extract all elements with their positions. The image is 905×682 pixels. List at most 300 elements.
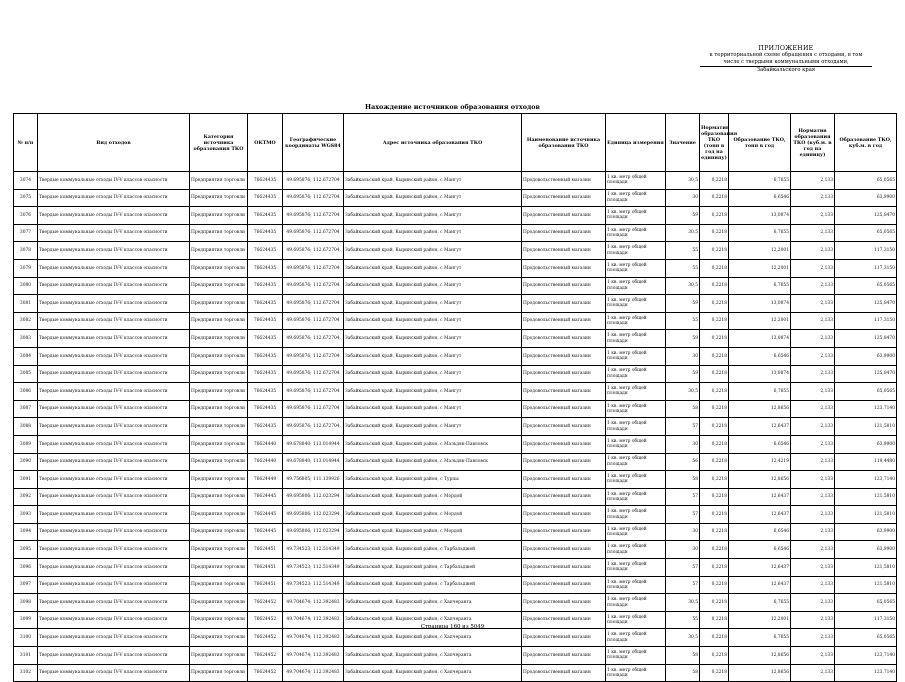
cell-coordinates: 49.678840; 113.014944 — [283, 453, 344, 471]
cell-norm-cubic: 2,133 — [791, 647, 835, 665]
cell-source-name: Продовольственный магазин — [522, 242, 606, 260]
cell-number: 3082 — [14, 312, 38, 330]
cell-coordinates: 49.695806; 112.023294 — [283, 506, 344, 524]
cell-source-name: Продовольственный магазин — [522, 453, 606, 471]
cell-unit: 1 кв. метр общей площади — [606, 277, 666, 295]
cell-source-name: Продовольственный магазин — [522, 488, 606, 506]
col-header-address: Адрес источника образования ТКО — [344, 114, 522, 172]
cell-coordinates: 49.695806; 112.023294 — [283, 488, 344, 506]
cell-address: Забайкальский край, Кыринский район, с Мангут — [344, 365, 522, 383]
cell-tko-cubic: 63,9900 — [835, 347, 897, 365]
cell-tko-cubic: 121,5810 — [835, 559, 897, 577]
table-row — [14, 576, 897, 594]
cell-norm-cubic: 2,133 — [791, 172, 835, 190]
cell-norm-tons: 0,2218 — [700, 523, 729, 541]
cell-category: Предприятия торговли — [190, 523, 248, 541]
table-row — [14, 400, 897, 418]
cell-oktmo: 76624435 — [248, 224, 283, 242]
cell-unit: 1 кв. метр общей площади — [606, 664, 666, 682]
cell-tko-cubic: 65,0565 — [835, 594, 897, 612]
cell-tko-tons: 6,7655 — [729, 383, 791, 401]
appendix-block — [676, 45, 896, 74]
cell-category: Предприятия торговли — [190, 277, 248, 295]
cell-unit: 1 кв. метр общей площади — [606, 365, 666, 383]
cell-source-name: Продовольственный магазин — [522, 435, 606, 453]
cell-number: 3074 — [14, 172, 38, 190]
cell-norm-cubic: 2,133 — [791, 576, 835, 594]
cell-norm-tons: 0,2218 — [700, 611, 729, 629]
cell-tko-cubic: 121,5810 — [835, 418, 897, 436]
cell-address: Забайкальский край, Кыринский район, с Хапчеранга — [344, 629, 522, 647]
cell-waste-type: Твердые коммунальные отходы IV-V классов опасности — [38, 506, 190, 524]
cell-value: 30,5 — [666, 224, 700, 242]
cell-address: Забайкальский край, Кыринский район, с Мангут — [344, 295, 522, 313]
cell-norm-tons: 0,2218 — [700, 576, 729, 594]
cell-tko-cubic: 117,3150 — [835, 259, 897, 277]
cell-value: 59 — [666, 330, 700, 348]
cell-unit: 1 кв. метр общей площади — [606, 330, 666, 348]
cell-tko-tons: 12,6437 — [729, 418, 791, 436]
table-row — [14, 559, 897, 577]
cell-coordinates: 49.695876; 112.672704 — [283, 207, 344, 225]
cell-norm-cubic: 2,133 — [791, 330, 835, 348]
cell-tko-tons: 12,2001 — [729, 242, 791, 260]
cell-unit: 1 кв. метр общей площади — [606, 189, 666, 207]
cell-norm-cubic: 2,133 — [791, 383, 835, 401]
cell-tko-cubic: 121,5810 — [835, 488, 897, 506]
cell-number: 3094 — [14, 523, 38, 541]
cell-number: 3101 — [14, 647, 38, 665]
col-header-number: № п/п — [14, 114, 38, 172]
cell-unit: 1 кв. метр общей площади — [606, 242, 666, 260]
cell-waste-type: Твердые коммунальные отходы IV-V классов опасности — [38, 576, 190, 594]
cell-address: Забайкальский край, Кыринский район, с Мальдяк-Павловск — [344, 435, 522, 453]
cell-category: Предприятия торговли — [190, 611, 248, 629]
cell-tko-tons: 12,8656 — [729, 471, 791, 489]
cell-tko-cubic: 123,7140 — [835, 647, 897, 665]
cell-address: Забайкальский край, Кыринский район, с Мордой — [344, 488, 522, 506]
cell-tko-cubic: 117,3150 — [835, 611, 897, 629]
appendix-line-3: Забайкальского края — [756, 67, 816, 73]
cell-oktmo: 76624435 — [248, 259, 283, 277]
cell-number: 3087 — [14, 400, 38, 418]
cell-category: Предприятия торговли — [190, 189, 248, 207]
cell-oktmo: 76624440 — [248, 453, 283, 471]
cell-number: 3086 — [14, 383, 38, 401]
cell-coordinates: 49.695876; 112.672704 — [283, 330, 344, 348]
cell-number: 3096 — [14, 559, 38, 577]
cell-source-name: Продовольственный магазин — [522, 611, 606, 629]
table-row — [14, 488, 897, 506]
cell-norm-cubic: 2,133 — [791, 224, 835, 242]
cell-value: 30 — [666, 541, 700, 559]
cell-unit: 1 кв. метр общей площади — [606, 506, 666, 524]
cell-category: Предприятия торговли — [190, 559, 248, 577]
table-row — [14, 629, 897, 647]
cell-norm-cubic: 2,133 — [791, 523, 835, 541]
cell-norm-tons: 0,2218 — [700, 453, 729, 471]
cell-norm-cubic: 2,133 — [791, 611, 835, 629]
cell-norm-tons: 0,2218 — [700, 629, 729, 647]
cell-tko-tons: 12,4219 — [729, 453, 791, 471]
table-row — [14, 365, 897, 383]
cell-category: Предприятия торговли — [190, 295, 248, 313]
cell-waste-type: Твердые коммунальные отходы IV-V классов опасности — [38, 365, 190, 383]
cell-tko-cubic: 63,9900 — [835, 541, 897, 559]
cell-norm-cubic: 2,133 — [791, 418, 835, 436]
cell-value: 58 — [666, 400, 700, 418]
cell-tko-cubic: 119,4480 — [835, 453, 897, 471]
cell-coordinates: 49.695876; 112.672704 — [283, 418, 344, 436]
cell-address: Забайкальский край, Кыринский район, с Хапчеранга — [344, 611, 522, 629]
cell-tko-tons: 6,6546 — [729, 189, 791, 207]
cell-unit: 1 кв. метр общей площади — [606, 224, 666, 242]
cell-tko-cubic: 117,3150 — [835, 242, 897, 260]
cell-norm-cubic: 2,133 — [791, 347, 835, 365]
col-header-tko-tons: Образование ТКО, тонн в год — [729, 114, 791, 172]
cell-norm-tons: 0,2218 — [700, 559, 729, 577]
cell-unit: 1 кв. метр общей площади — [606, 453, 666, 471]
cell-coordinates: 49.704674; 112.392483 — [283, 664, 344, 682]
cell-value: 55 — [666, 242, 700, 260]
col-header-norm-tons: Норматив образования ТКО (тонн в год на единицу) — [700, 114, 729, 172]
cell-address: Забайкальский край, Кыринский район, с Хапчеранга — [344, 594, 522, 612]
cell-unit: 1 кв. метр общей площади — [606, 312, 666, 330]
table-row — [14, 224, 897, 242]
col-header-category: Категория источника образования ТКО — [190, 114, 248, 172]
table-row — [14, 259, 897, 277]
cell-waste-type: Твердые коммунальные отходы IV-V классов опасности — [38, 400, 190, 418]
cell-norm-cubic: 2,133 — [791, 189, 835, 207]
cell-norm-cubic: 2,133 — [791, 506, 835, 524]
cell-tko-cubic: 63,9900 — [835, 435, 897, 453]
cell-oktmo: 76624452 — [248, 664, 283, 682]
cell-waste-type: Твердые коммунальные отходы IV-V классов опасности — [38, 277, 190, 295]
cell-category: Предприятия торговли — [190, 224, 248, 242]
cell-norm-tons: 0,2218 — [700, 189, 729, 207]
cell-norm-tons: 0,2218 — [700, 400, 729, 418]
cell-number: 3091 — [14, 471, 38, 489]
cell-source-name: Продовольственный магазин — [522, 418, 606, 436]
cell-category: Предприятия торговли — [190, 647, 248, 665]
cell-coordinates: 49.695876; 112.672704 — [283, 189, 344, 207]
cell-norm-tons: 0,2218 — [700, 242, 729, 260]
cell-address: Забайкальский край, Кыринский район, с Мангут — [344, 277, 522, 295]
cell-source-name: Продовольственный магазин — [522, 383, 606, 401]
table-row — [14, 418, 897, 436]
cell-oktmo: 76624440 — [248, 435, 283, 453]
table-row — [14, 189, 897, 207]
table-row — [14, 664, 897, 682]
cell-address: Забайкальский край, Кыринский район, с Мордой — [344, 523, 522, 541]
cell-tko-tons: 6,7655 — [729, 629, 791, 647]
col-header-tko-cubic: Образование ТКО, куб.м. в год — [835, 114, 897, 172]
cell-coordinates: 49.695876; 112.672704 — [283, 172, 344, 190]
cell-source-name: Продовольственный магазин — [522, 400, 606, 418]
cell-category: Предприятия торговли — [190, 488, 248, 506]
cell-address: Забайкальский край, Кыринский район, с Мангут — [344, 259, 522, 277]
cell-value: 57 — [666, 576, 700, 594]
cell-norm-tons: 0,2218 — [700, 277, 729, 295]
cell-value: 55 — [666, 611, 700, 629]
cell-source-name: Продовольственный магазин — [522, 172, 606, 190]
cell-address: Забайкальский край, Кыринский район, с Тарбальджей — [344, 541, 522, 559]
cell-norm-tons: 0,2218 — [700, 647, 729, 665]
cell-coordinates: 49.695876; 112.672704 — [283, 259, 344, 277]
cell-source-name: Продовольственный магазин — [522, 559, 606, 577]
cell-oktmo: 76624445 — [248, 506, 283, 524]
cell-tko-tons: 13,0874 — [729, 365, 791, 383]
cell-value: 30 — [666, 189, 700, 207]
page-footer: Страница 160 из 5049 — [420, 624, 485, 630]
cell-tko-tons: 6,7655 — [729, 594, 791, 612]
cell-address: Забайкальский край, Кыринский район, с Мангут — [344, 312, 522, 330]
cell-oktmo: 76624435 — [248, 400, 283, 418]
cell-source-name: Продовольственный магазин — [522, 523, 606, 541]
cell-unit: 1 кв. метр общей площади — [606, 259, 666, 277]
cell-unit: 1 кв. метр общей площади — [606, 400, 666, 418]
cell-tko-tons: 6,6546 — [729, 347, 791, 365]
cell-oktmo: 76624449 — [248, 471, 283, 489]
table-header-row — [14, 114, 897, 172]
cell-tko-tons: 12,8656 — [729, 400, 791, 418]
cell-value: 30,5 — [666, 172, 700, 190]
table-row — [14, 383, 897, 401]
cell-source-name: Продовольственный магазин — [522, 347, 606, 365]
cell-waste-type: Твердые коммунальные отходы IV-V классов опасности — [38, 664, 190, 682]
cell-tko-tons: 6,7655 — [729, 277, 791, 295]
cell-tko-cubic: 125,8470 — [835, 295, 897, 313]
cell-norm-tons: 0,2218 — [700, 594, 729, 612]
cell-number: 3093 — [14, 506, 38, 524]
table-title: Нахождение источников образования отходов — [365, 103, 540, 111]
cell-address: Забайкальский край, Кыринский район, с Турпы — [344, 471, 522, 489]
cell-coordinates: 49.734523; 112.514349 — [283, 541, 344, 559]
cell-tko-tons: 12,2001 — [729, 259, 791, 277]
cell-coordinates: 49.695876; 112.672704 — [283, 277, 344, 295]
cell-norm-cubic: 2,133 — [791, 365, 835, 383]
cell-tko-cubic: 123,7140 — [835, 664, 897, 682]
cell-tko-tons: 12,6437 — [729, 559, 791, 577]
cell-norm-cubic: 2,133 — [791, 594, 835, 612]
cell-address: Забайкальский край, Кыринский район, с Хапчеранга — [344, 647, 522, 665]
cell-waste-type: Твердые коммунальные отходы IV-V классов опасности — [38, 488, 190, 506]
cell-category: Предприятия торговли — [190, 400, 248, 418]
cell-tko-cubic: 125,8470 — [835, 365, 897, 383]
cell-waste-type: Твердые коммунальные отходы IV-V классов опасности — [38, 629, 190, 647]
cell-norm-cubic: 2,133 — [791, 488, 835, 506]
cell-oktmo: 76624435 — [248, 295, 283, 313]
cell-waste-type: Твердые коммунальные отходы IV-V классов опасности — [38, 471, 190, 489]
cell-unit: 1 кв. метр общей площади — [606, 295, 666, 313]
cell-oktmo: 76624435 — [248, 330, 283, 348]
cell-tko-cubic: 123,7140 — [835, 400, 897, 418]
cell-coordinates: 49.704674; 112.392483 — [283, 594, 344, 612]
table-row — [14, 594, 897, 612]
cell-coordinates: 49.695876; 112.672704 — [283, 295, 344, 313]
cell-waste-type: Твердые коммунальные отходы IV-V классов опасности — [38, 453, 190, 471]
cell-number: 3080 — [14, 277, 38, 295]
cell-waste-type: Твердые коммунальные отходы IV-V классов опасности — [38, 242, 190, 260]
cell-norm-tons: 0,2218 — [700, 488, 729, 506]
cell-norm-cubic: 2,133 — [791, 629, 835, 647]
cell-waste-type: Твердые коммунальные отходы IV-V классов опасности — [38, 559, 190, 577]
table-row — [14, 330, 897, 348]
cell-address: Забайкальский край, Кыринский район, с Мангут — [344, 400, 522, 418]
col-header-value: Значение — [666, 114, 700, 172]
cell-waste-type: Твердые коммунальные отходы IV-V классов опасности — [38, 523, 190, 541]
cell-tko-cubic: 63,9900 — [835, 189, 897, 207]
cell-address: Забайкальский край, Кыринский район, с Хапчеранга — [344, 664, 522, 682]
cell-value: 59 — [666, 365, 700, 383]
cell-oktmo: 76624452 — [248, 611, 283, 629]
cell-source-name: Продовольственный магазин — [522, 224, 606, 242]
cell-norm-cubic: 2,133 — [791, 312, 835, 330]
cell-coordinates: 49.695876; 112.672704 — [283, 400, 344, 418]
cell-value: 58 — [666, 471, 700, 489]
cell-unit: 1 кв. метр общей площади — [606, 576, 666, 594]
cell-waste-type: Твердые коммунальные отходы IV-V классов опасности — [38, 347, 190, 365]
cell-category: Предприятия торговли — [190, 594, 248, 612]
cell-unit: 1 кв. метр общей площади — [606, 207, 666, 225]
cell-source-name: Продовольственный магазин — [522, 330, 606, 348]
cell-number: 3090 — [14, 453, 38, 471]
cell-address: Забайкальский край, Кыринский район, с Мангут — [344, 207, 522, 225]
cell-address: Забайкальский край, Кыринский район, с Мангут — [344, 347, 522, 365]
cell-address: Забайкальский край, Кыринский район, с Мангут — [344, 330, 522, 348]
cell-norm-tons: 0,2218 — [700, 365, 729, 383]
cell-oktmo: 76624435 — [248, 365, 283, 383]
cell-waste-type: Твердые коммунальные отходы IV-V классов опасности — [38, 594, 190, 612]
cell-coordinates: 49.678840; 113.014944 — [283, 435, 344, 453]
cell-number: 3083 — [14, 330, 38, 348]
cell-coordinates: 49.734523; 112.514349 — [283, 559, 344, 577]
cell-source-name: Продовольственный магазин — [522, 189, 606, 207]
cell-source-name: Продовольственный магазин — [522, 365, 606, 383]
cell-address: Забайкальский край, Кыринский район, с Тарбальджей — [344, 576, 522, 594]
cell-value: 57 — [666, 559, 700, 577]
cell-tko-tons: 6,6546 — [729, 541, 791, 559]
table-row — [14, 242, 897, 260]
cell-value: 58 — [666, 647, 700, 665]
cell-tko-cubic: 65,0565 — [835, 383, 897, 401]
cell-norm-tons: 0,2218 — [700, 259, 729, 277]
cell-norm-tons: 0,2218 — [700, 506, 729, 524]
cell-norm-cubic: 2,133 — [791, 207, 835, 225]
cell-tko-cubic: 65,0565 — [835, 277, 897, 295]
cell-source-name: Продовольственный магазин — [522, 664, 606, 682]
cell-oktmo: 76624435 — [248, 207, 283, 225]
appendix-line-2: числе с твердыми коммунальными отходами, — [700, 59, 872, 67]
cell-norm-tons: 0,2218 — [700, 383, 729, 401]
cell-source-name: Продовольственный магазин — [522, 471, 606, 489]
cell-tko-tons: 13,0874 — [729, 330, 791, 348]
cell-coordinates: 49.695876; 112.672704 — [283, 242, 344, 260]
cell-number: 3088 — [14, 418, 38, 436]
cell-number: 3084 — [14, 347, 38, 365]
cell-unit: 1 кв. метр общей площади — [606, 559, 666, 577]
cell-value: 57 — [666, 418, 700, 436]
cell-address: Забайкальский край, Кыринский район, с Мангут — [344, 418, 522, 436]
cell-tko-cubic: 65,0565 — [835, 224, 897, 242]
cell-number: 3100 — [14, 629, 38, 647]
cell-oktmo: 76624435 — [248, 277, 283, 295]
cell-coordinates: 49.756805; 111.139926 — [283, 471, 344, 489]
cell-oktmo: 76624452 — [248, 647, 283, 665]
cell-oktmo: 76624435 — [248, 383, 283, 401]
cell-category: Предприятия торговли — [190, 365, 248, 383]
cell-number: 3092 — [14, 488, 38, 506]
cell-waste-type: Твердые коммунальные отходы IV-V классов опасности — [38, 189, 190, 207]
cell-number: 3098 — [14, 594, 38, 612]
cell-tko-tons: 12,8656 — [729, 664, 791, 682]
cell-category: Предприятия торговли — [190, 312, 248, 330]
cell-unit: 1 кв. метр общей площади — [606, 611, 666, 629]
cell-unit: 1 кв. метр общей площади — [606, 488, 666, 506]
cell-address: Забайкальский край, Кыринский район, с Мангут — [344, 242, 522, 260]
cell-number: 3097 — [14, 576, 38, 594]
table-row — [14, 207, 897, 225]
table-row — [14, 523, 897, 541]
cell-tko-tons: 6,7655 — [729, 224, 791, 242]
cell-tko-cubic: 123,7140 — [835, 471, 897, 489]
cell-number: 3099 — [14, 611, 38, 629]
cell-unit: 1 кв. метр общей площади — [606, 471, 666, 489]
cell-number: 3078 — [14, 242, 38, 260]
cell-address: Забайкальский край, Кыринский район, с Мангут — [344, 224, 522, 242]
cell-category: Предприятия торговли — [190, 664, 248, 682]
cell-address: Забайкальский край, Кыринский район, с Мордой — [344, 506, 522, 524]
cell-norm-tons: 0,2218 — [700, 541, 729, 559]
cell-tko-cubic: 125,8470 — [835, 207, 897, 225]
cell-waste-type: Твердые коммунальные отходы IV-V классов опасности — [38, 330, 190, 348]
table-row — [14, 347, 897, 365]
cell-category: Предприятия торговли — [190, 435, 248, 453]
cell-oktmo: 76624451 — [248, 559, 283, 577]
table-row — [14, 172, 897, 190]
cell-unit: 1 кв. метр общей площади — [606, 383, 666, 401]
cell-value: 55 — [666, 312, 700, 330]
cell-norm-tons: 0,2218 — [700, 224, 729, 242]
cell-number: 3089 — [14, 435, 38, 453]
cell-oktmo: 76624435 — [248, 418, 283, 436]
cell-category: Предприятия торговли — [190, 259, 248, 277]
cell-norm-cubic: 2,133 — [791, 559, 835, 577]
cell-tko-tons: 12,6437 — [729, 506, 791, 524]
cell-tko-cubic: 121,5810 — [835, 506, 897, 524]
table-row — [14, 506, 897, 524]
cell-unit: 1 кв. метр общей площади — [606, 172, 666, 190]
cell-waste-type: Твердые коммунальные отходы IV-V классов опасности — [38, 224, 190, 242]
cell-unit: 1 кв. метр общей площади — [606, 347, 666, 365]
cell-unit: 1 кв. метр общей площади — [606, 647, 666, 665]
cell-norm-tons: 0,2218 — [700, 330, 729, 348]
cell-tko-tons: 12,6437 — [729, 576, 791, 594]
cell-source-name: Продовольственный магазин — [522, 295, 606, 313]
cell-norm-cubic: 2,133 — [791, 453, 835, 471]
cell-waste-type: Твердые коммунальные отходы IV-V классов опасности — [38, 207, 190, 225]
cell-source-name: Продовольственный магазин — [522, 541, 606, 559]
cell-tko-tons: 6,7655 — [729, 172, 791, 190]
col-header-coordinates: Географические координаты WGS84 — [283, 114, 344, 172]
cell-unit: 1 кв. метр общей площади — [606, 435, 666, 453]
cell-value: 59 — [666, 207, 700, 225]
table-row — [14, 647, 897, 665]
cell-oktmo: 76624445 — [248, 488, 283, 506]
table-row — [14, 471, 897, 489]
cell-waste-type: Твердые коммунальные отходы IV-V классов опасности — [38, 611, 190, 629]
cell-tko-tons: 12,2001 — [729, 312, 791, 330]
